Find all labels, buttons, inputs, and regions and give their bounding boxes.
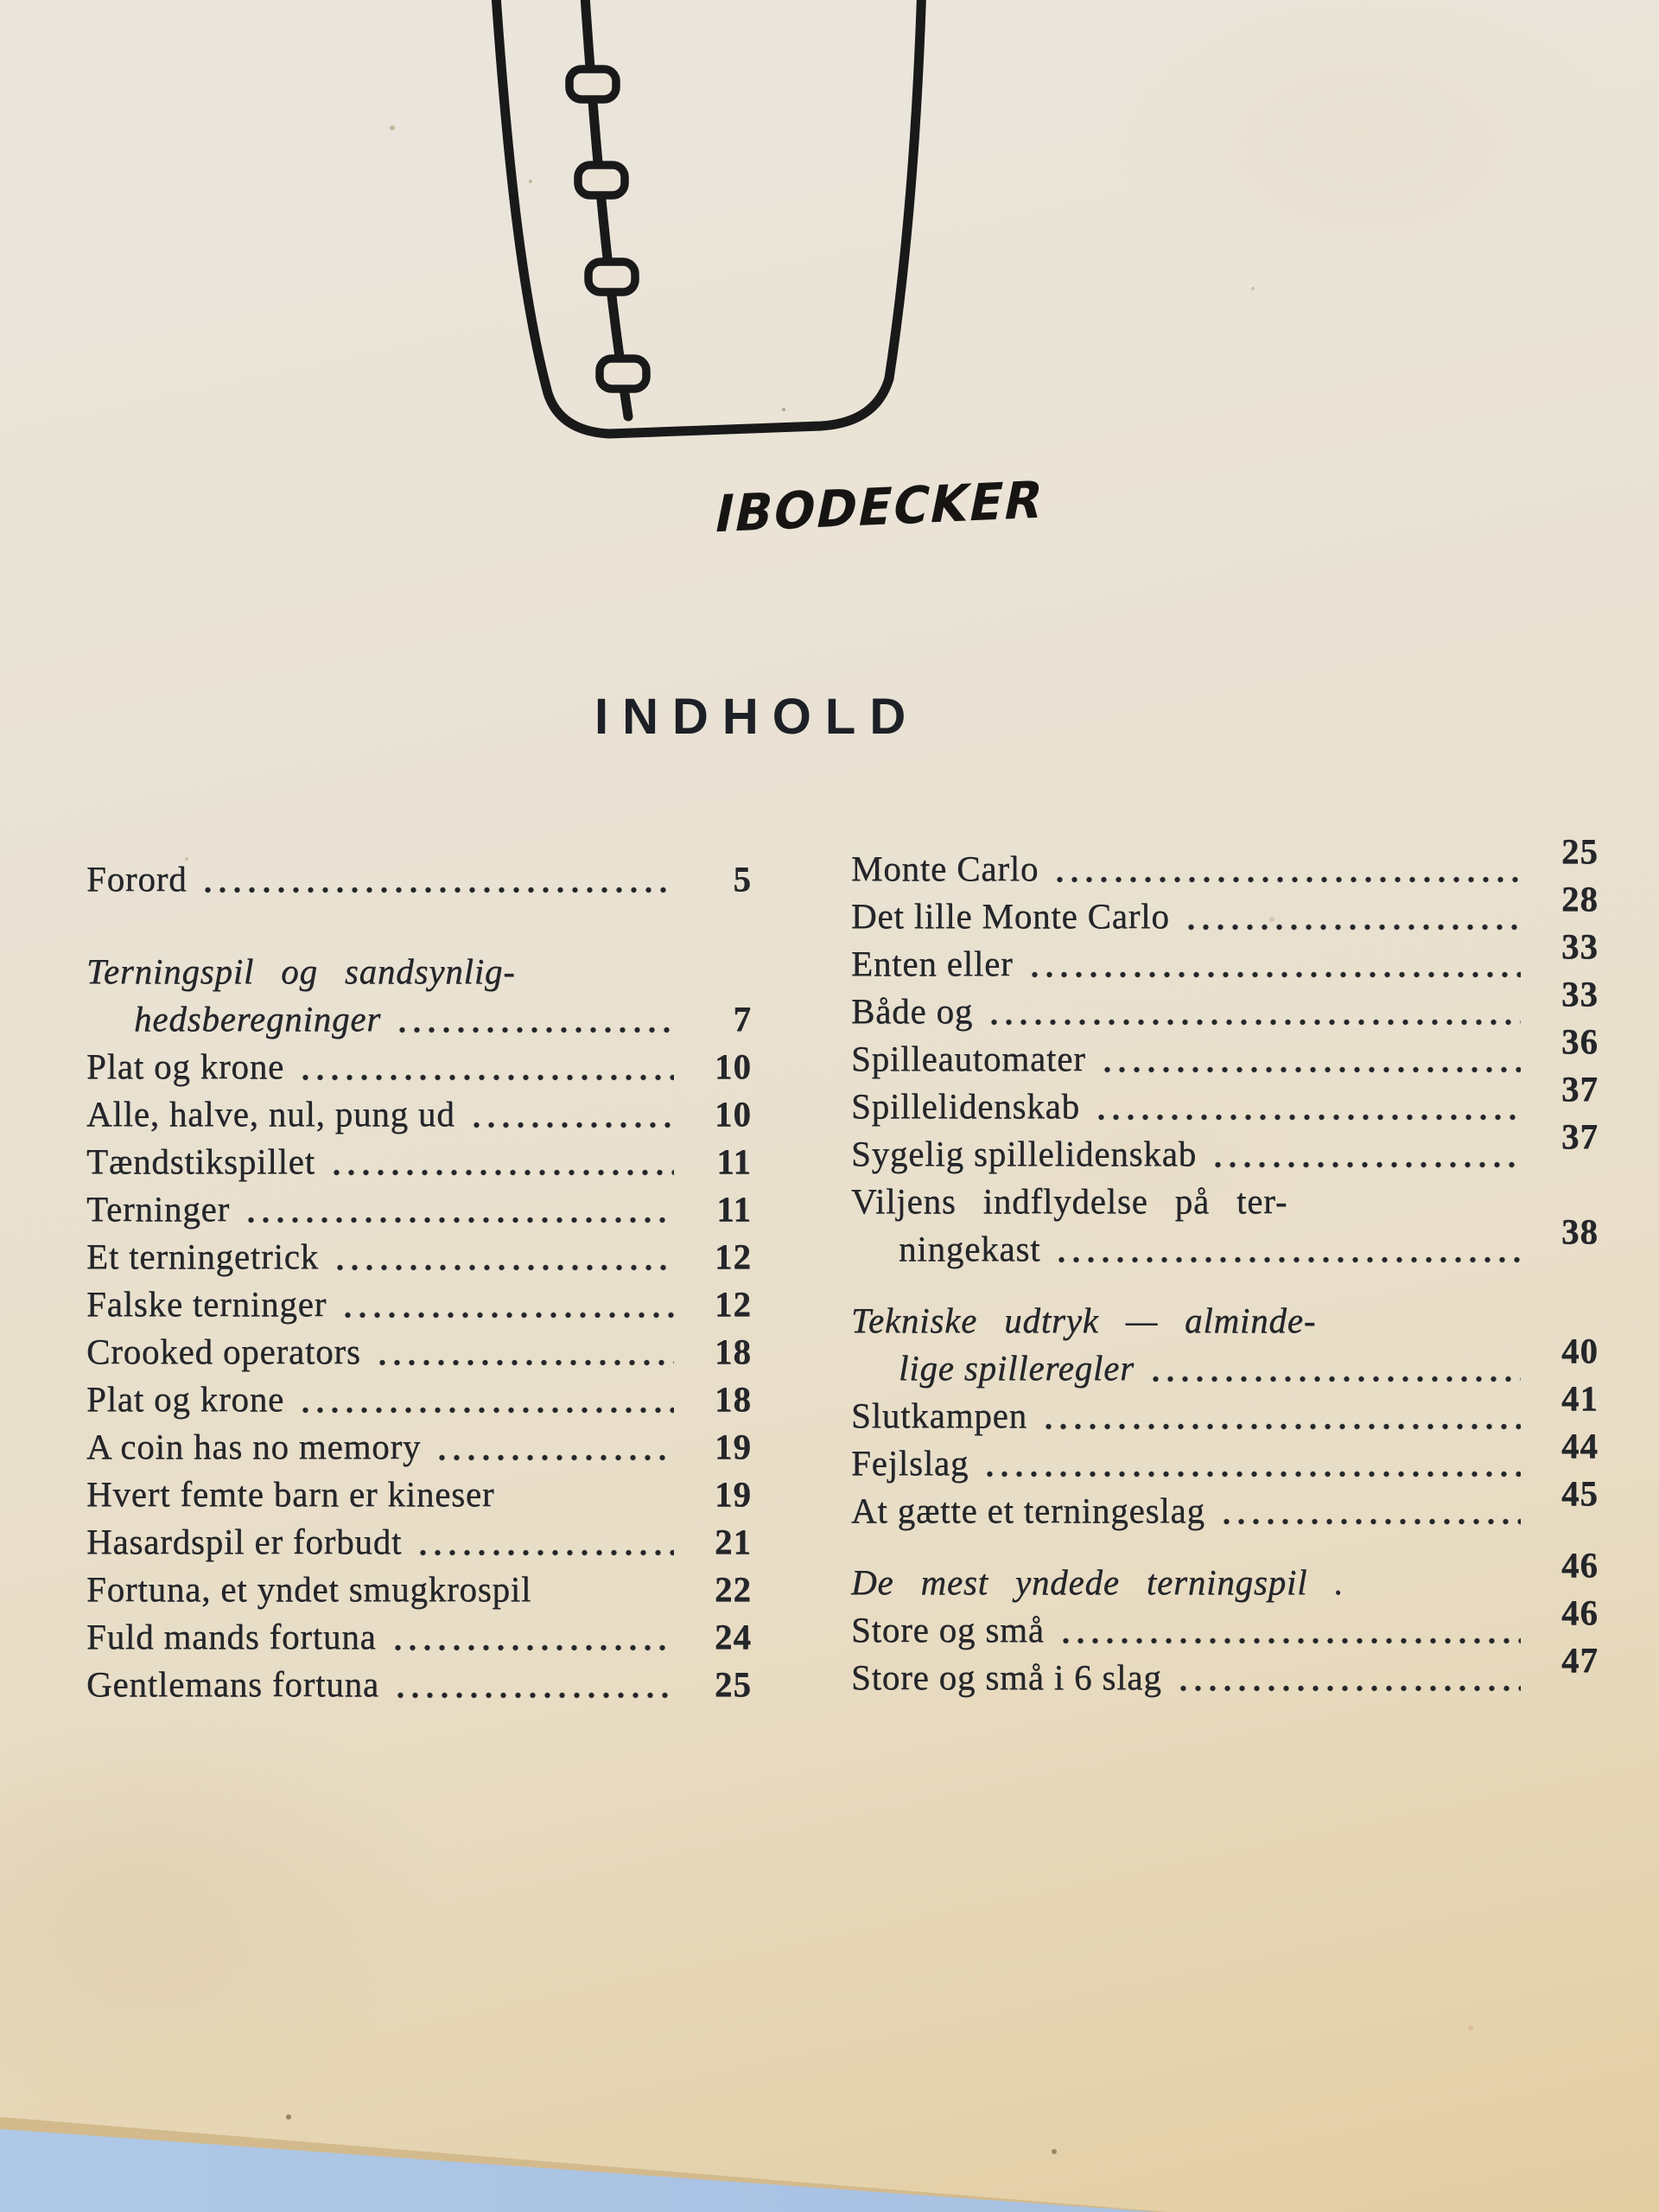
toc-entry-label: De mest yndede terningspil . — [851, 1562, 1344, 1602]
toc-entry — [851, 1116, 1599, 1178]
toc-entry-label: Tekniske udtryk — alminde- — [851, 1300, 1317, 1340]
toc-leader-dots — [1092, 1083, 1521, 1130]
toc-leader-dots — [339, 1281, 674, 1328]
cup-seam — [584, 0, 628, 416]
toc-leader-dots — [327, 1138, 674, 1185]
toc-leader-dots — [331, 1233, 674, 1281]
toc-entry — [851, 1545, 1599, 1606]
toc-page-number: 12 — [715, 1284, 752, 1324]
toc-page-number: 11 — [716, 1141, 752, 1181]
toc-entry — [851, 1331, 1599, 1392]
toc-page-number: 28 — [1561, 879, 1599, 918]
toc-leader-dots — [296, 1376, 674, 1423]
toc-leader-dots — [1026, 940, 1521, 988]
toc-entry-label: Slutkampen — [851, 1395, 1027, 1435]
toc-leader-dots — [242, 1185, 674, 1233]
toc-leader-dots — [528, 948, 674, 995]
toc-entry — [851, 1640, 1599, 1701]
toc-leader-dots — [1051, 845, 1521, 893]
toc-page-number: 40 — [1561, 1331, 1599, 1370]
toc-entry-label: Fejlslag — [851, 1443, 969, 1483]
toc-leader-dots — [1039, 1392, 1521, 1440]
toc-entry-label: ningekast — [899, 1229, 1041, 1268]
toc-entry — [86, 1376, 752, 1423]
toc-entry-label: Fuld mands fortuna — [86, 1617, 377, 1656]
toc-entry — [851, 1211, 1599, 1273]
toc-entry — [851, 1069, 1599, 1130]
toc-entry — [86, 1661, 752, 1708]
toc-entry — [86, 1233, 752, 1281]
toc-page-number: 44 — [1561, 1426, 1599, 1465]
toc-entry-label: Monte Carlo — [851, 849, 1039, 888]
toc-entry-label: Hvert femte barn er kineser — [86, 1474, 495, 1514]
toc-leader-dots — [985, 988, 1521, 1035]
toc-entry-label: lige spilleregler — [899, 1348, 1135, 1388]
toc-entry — [86, 995, 752, 1043]
toc-entry-label: At gætte et terningeslag — [851, 1491, 1205, 1530]
toc-page-number: 41 — [1561, 1378, 1599, 1418]
toc-entry — [851, 1426, 1599, 1487]
toc-page-number: 10 — [715, 1046, 752, 1086]
toc-page-number: 10 — [715, 1094, 752, 1134]
toc-leader-dots — [1057, 1606, 1521, 1654]
toc-entry — [86, 1471, 752, 1518]
toc-entry-label: Plat og krone — [86, 1379, 285, 1419]
toc-entry-label: Terningspil og sandsynlig- — [86, 951, 516, 991]
toc-page-number: 46 — [1561, 1545, 1599, 1585]
toc-entry — [86, 1518, 752, 1566]
toc-entry — [851, 1297, 1599, 1344]
toc-leader-dots — [296, 1043, 674, 1090]
toc-leader-dots — [414, 1518, 674, 1566]
toc-page-number: 47 — [1561, 1640, 1599, 1680]
toc-entry — [86, 1613, 752, 1661]
toc-leader-dots — [389, 1613, 674, 1661]
toc-page-number: 19 — [715, 1474, 752, 1514]
toc-entry — [86, 948, 752, 995]
toc-entry-label: Terninger — [86, 1189, 230, 1229]
toc-entry-label: Viljens indflydelse på ter- — [851, 1181, 1288, 1221]
toc-entry-label: Crooked operators — [86, 1332, 361, 1371]
toc-page-number: 18 — [715, 1379, 752, 1419]
toc-entry-label: Alle, halve, nul, pung ud — [86, 1094, 455, 1134]
toc-leader-dots — [981, 1440, 1521, 1487]
toc-page-number: 25 — [1561, 831, 1599, 871]
toc-page-number: 46 — [1561, 1592, 1599, 1632]
toc-leader-dots — [391, 1661, 674, 1708]
toc-entry — [851, 1473, 1599, 1535]
toc-entry — [86, 1043, 752, 1090]
toc-page-number: 37 — [1561, 1069, 1599, 1109]
toc-entry-label: Sygelig spillelidenskab — [851, 1134, 1197, 1173]
toc-entry-label: A coin has no memory — [86, 1427, 422, 1466]
toc-entry-label: Gentlemans fortuna — [86, 1664, 379, 1704]
toc-entry-label: Enten eller — [851, 944, 1014, 983]
toc-page-number: 33 — [1561, 926, 1599, 966]
toc-page-number: 38 — [1561, 1211, 1599, 1251]
toc-column-left — [86, 855, 752, 1708]
toc-column-right — [851, 831, 1599, 1701]
toc-entry — [86, 1138, 752, 1185]
toc-leader-dots — [543, 1566, 674, 1613]
toc-entry-label: Det lille Monte Carlo — [851, 896, 1170, 936]
cup-left-side — [495, 0, 889, 434]
toc-leader-dots — [467, 1090, 674, 1138]
toc-leader-dots — [1098, 1035, 1521, 1083]
toc-leader-dots — [199, 855, 674, 903]
toc-entry — [86, 1090, 752, 1138]
toc-entry — [86, 1185, 752, 1233]
toc-page-number: 24 — [715, 1617, 752, 1656]
toc-entry — [851, 1021, 1599, 1083]
toc-entry-label: Hasardspil er forbudt — [86, 1522, 403, 1561]
toc-page-number: 11 — [716, 1189, 752, 1229]
toc-page-number: 18 — [715, 1332, 752, 1371]
toc-leader-dots — [1209, 1130, 1521, 1178]
toc-entry — [86, 1328, 752, 1376]
toc-entry-label: Fortuna, et yndet smugkrospil — [86, 1569, 532, 1609]
illustrator-signature — [709, 470, 1050, 545]
toc-page-number: 37 — [1561, 1116, 1599, 1156]
toc-entry — [851, 1378, 1599, 1440]
illustrator-signature-text: IBODECKER — [709, 470, 1050, 545]
toc-page-number: 12 — [715, 1236, 752, 1276]
toc-leader-dots — [1147, 1344, 1521, 1392]
toc-entry — [86, 1281, 752, 1328]
toc-entry — [851, 1178, 1599, 1225]
toc-entry-label: Falske terninger — [86, 1284, 327, 1324]
toc-leader-dots — [1328, 1297, 1521, 1344]
toc-entry-label: Tændstikspillet — [86, 1141, 315, 1181]
toc-entry — [86, 1423, 752, 1471]
toc-entry-label: Store og små — [851, 1610, 1045, 1649]
toc-page-number: 45 — [1561, 1473, 1599, 1513]
toc-entry — [86, 1566, 752, 1613]
toc-page-number: 19 — [715, 1427, 752, 1466]
toc-entry — [851, 926, 1599, 988]
toc-page-number: 25 — [715, 1664, 752, 1704]
toc-entry-label: Store og små i 6 slag — [851, 1657, 1162, 1697]
toc-leader-dots — [373, 1328, 674, 1376]
toc-leader-dots — [1052, 1225, 1521, 1273]
toc-entry-label: Plat og krone — [86, 1046, 285, 1086]
toc-page-number: 7 — [733, 999, 752, 1039]
toc-page-number: 33 — [1561, 974, 1599, 1014]
paper-specks — [0, 0, 3, 3]
toc-page-number: 21 — [715, 1522, 752, 1561]
toc-entry-label: hedsberegninger — [134, 999, 382, 1039]
page-title: INDHOLD — [594, 689, 920, 745]
toc-leader-dots — [393, 995, 674, 1043]
toc-page-number: 22 — [715, 1569, 752, 1609]
toc-entry-label: Forord — [86, 859, 188, 899]
toc-entry — [851, 1592, 1599, 1654]
cup-right-side — [889, 0, 922, 378]
toc-entry-label: Spillelidenskab — [851, 1086, 1080, 1126]
toc-leader-dots — [1300, 1178, 1521, 1225]
toc-entry — [86, 855, 752, 903]
toc-leader-dots — [506, 1471, 674, 1518]
toc-leader-dots — [433, 1423, 674, 1471]
toc-entry-label: Spilleautomater — [851, 1039, 1086, 1078]
toc-entry — [851, 831, 1599, 893]
toc-leader-dots — [1217, 1487, 1521, 1535]
toc-page-number: 5 — [733, 859, 752, 899]
toc-entry-label: Både og — [851, 991, 974, 1031]
toc-leader-dots — [1356, 1559, 1521, 1606]
toc-page-number: 36 — [1561, 1021, 1599, 1061]
toc-leader-dots — [1174, 1654, 1521, 1701]
toc-entry — [851, 879, 1599, 940]
toc-leader-dots — [1182, 893, 1521, 940]
toc-entry-label: Et terningetrick — [86, 1236, 319, 1276]
toc-entry — [851, 974, 1599, 1035]
